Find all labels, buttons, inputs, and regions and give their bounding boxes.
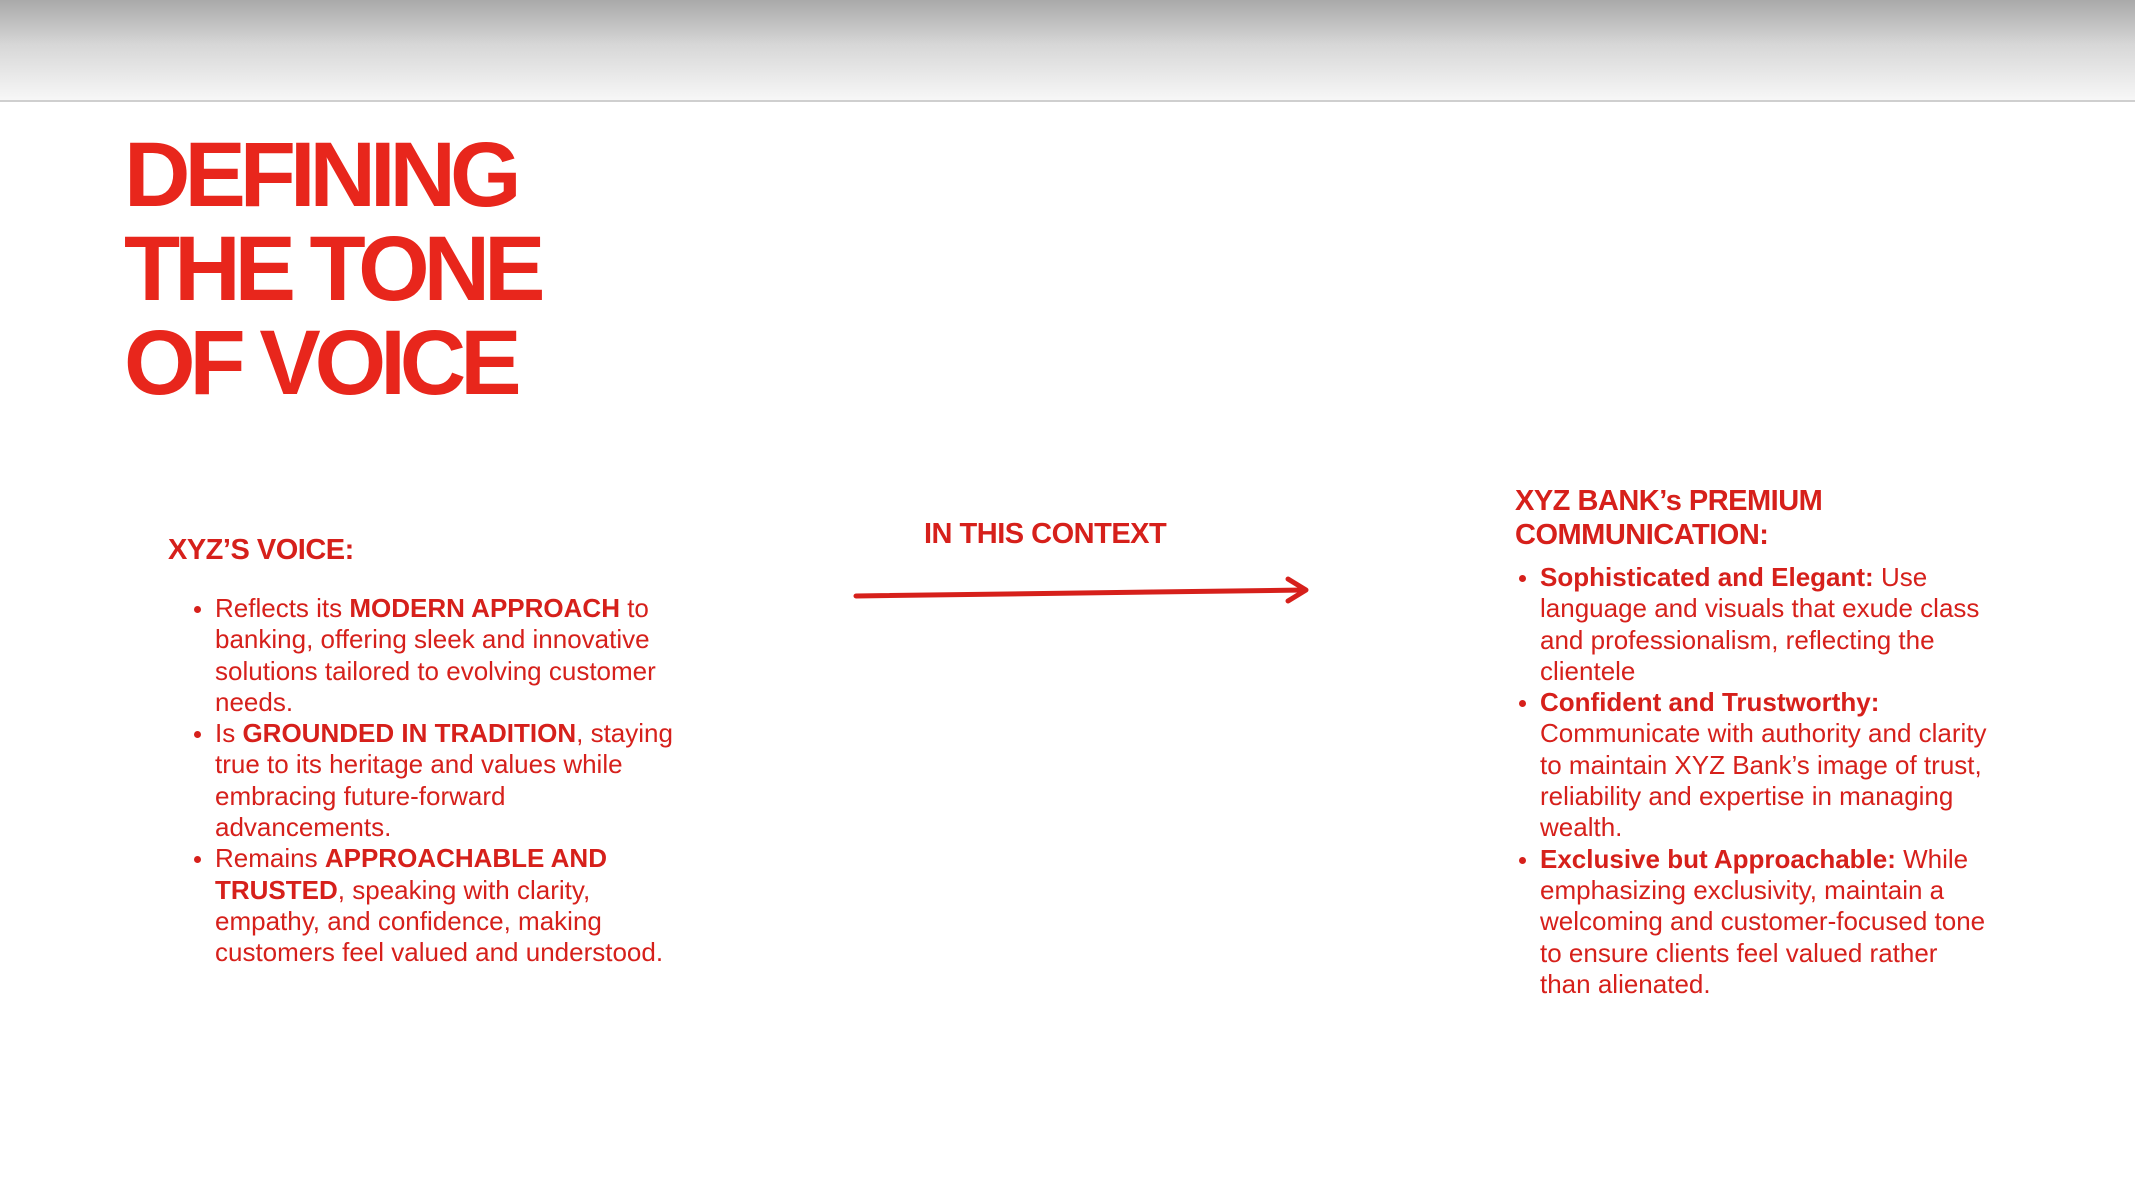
- title-line-2: THE TONE: [124, 218, 540, 320]
- premium-communication-list: [1515, 562, 2015, 1000]
- item-text: Remains: [215, 843, 325, 874]
- item-text: While emphasizing exclusivity, maintain a welcoming and customer-focused tone to ensure clients feel valued rather than alienated.: [1540, 843, 1986, 999]
- list-item: [1540, 687, 1995, 843]
- item-emphasis: Confident and Trustworthy:: [1540, 687, 1880, 718]
- header-gradient-band: [0, 0, 2135, 102]
- item-text: , staying true to its heritage and values while embracing future-forward advancements.: [215, 718, 673, 843]
- context-label: IN THIS CONTEXT: [924, 518, 1167, 550]
- list-item: [215, 593, 675, 718]
- item-emphasis: Sophisticated and Elegant:: [1540, 562, 1874, 592]
- item-text: , speaking with clarity, empathy, and confidence, making customers feel valued and understood.: [215, 874, 664, 968]
- item-text: to banking, offering sleek and innovative solutions tailored to evolving customer needs.: [215, 593, 656, 717]
- item-text: Use language and visuals that exude class and professionalism, reflecting the clientele: [1540, 562, 1980, 686]
- page-title: [124, 124, 540, 414]
- premium-communication-section: [1515, 484, 2015, 1000]
- xyz-voice-list: [168, 593, 688, 969]
- item-emphasis: GROUNDED IN TRADITION: [242, 718, 577, 749]
- item-text: Is: [215, 718, 243, 749]
- item-emphasis: MODERN APPROACH: [349, 593, 620, 623]
- xyz-voice-section: [168, 533, 688, 969]
- xyz-voice-heading: XYZ’S VOICE:: [168, 534, 354, 566]
- title-line-1: DEFINING: [124, 124, 516, 226]
- list-item: [215, 718, 675, 843]
- right-arrow-icon: [852, 570, 1312, 610]
- premium-communication-heading: [1515, 484, 2015, 552]
- list-item: [1540, 562, 1995, 687]
- heading-line-1: XYZ BANK’s PREMIUM: [1515, 485, 1823, 517]
- title-line-3: OF VOICE: [124, 312, 516, 414]
- item-emphasis: Exclusive but Approachable:: [1540, 843, 1896, 874]
- item-text: Communicate with authority and clarity to maintain XYZ Bank’s image of trust, reliability and expertise in managing wealth.: [1540, 718, 1987, 843]
- item-emphasis: APPROACHABLE AND TRUSTED: [215, 843, 607, 905]
- list-item: [215, 843, 675, 968]
- item-text: Reflects its: [215, 593, 350, 623]
- heading-line-2: COMMUNICATION:: [1515, 519, 1769, 551]
- list-item: [1540, 844, 1995, 1000]
